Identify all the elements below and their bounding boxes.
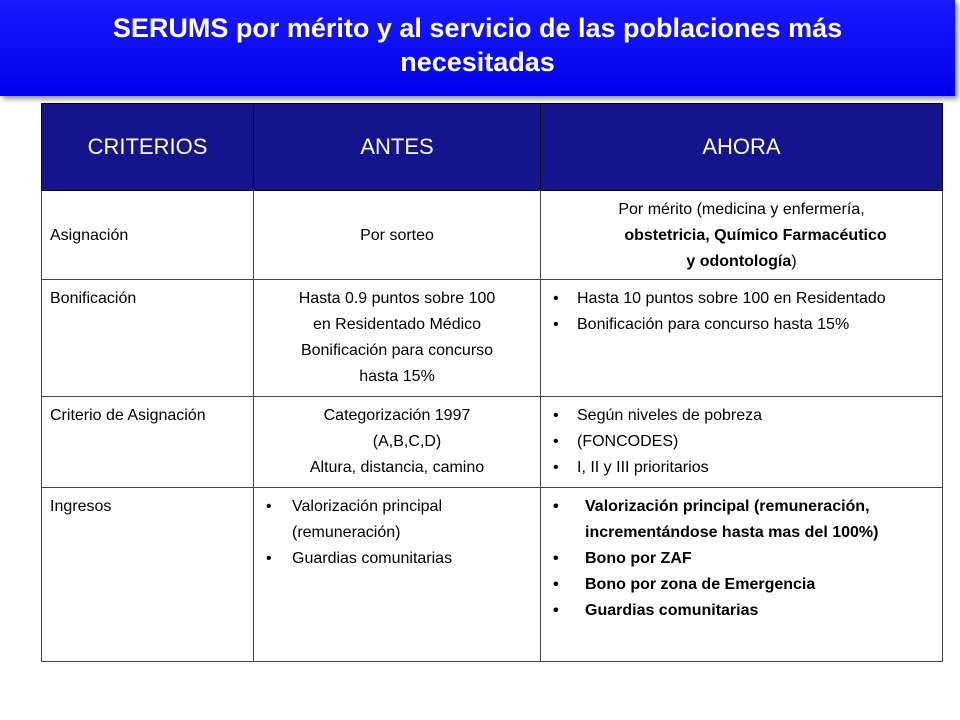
criterio-cell: Asignación [42, 191, 254, 280]
antes-line: Por sorteo [360, 227, 434, 244]
ahora-list [549, 494, 934, 624]
antes-list [262, 494, 532, 572]
antes-cell [254, 488, 541, 662]
list-item: • Bonificación para concurso hasta 15% [549, 312, 934, 338]
antes-cell [254, 397, 541, 488]
list-item: • Según niveles de pobreza [549, 403, 934, 429]
ahora-cell [541, 280, 943, 397]
ahora-normal-text: ) [791, 253, 797, 270]
list-item: • Guardias comunitarias [549, 598, 934, 624]
antes-cell [254, 280, 541, 397]
criterio-cell: Criterio de Asignación [42, 397, 254, 488]
comparison-table [41, 103, 943, 662]
list-item: • Hasta 10 puntos sobre 100 en Residentado [549, 286, 934, 312]
table-row [42, 191, 943, 280]
list-item: • Bono por zona de Emergencia [549, 572, 934, 598]
ahora-line: Por mérito (medicina y enfermería, [618, 201, 865, 218]
antes-line: Altura, distancia, camino [309, 459, 485, 476]
antes-line: Categorización 1997 [323, 407, 471, 424]
ahora-line [549, 223, 934, 249]
criterio-cell: Ingresos [42, 488, 254, 662]
page-title: SERUMS por mérito y al servicio de las poblaciones más necesitadas [112, 13, 843, 77]
ahora-cell [541, 191, 943, 280]
list-item: • Guardias comunitarias [262, 546, 526, 572]
table-row [42, 397, 943, 488]
ahora-cell [541, 488, 943, 662]
header-criterios: CRITERIOS [42, 104, 254, 191]
antes-line: en Residentado Médico [312, 316, 482, 333]
ahora-list [549, 403, 934, 481]
list-item: • Bono por ZAF [549, 546, 934, 572]
ahora-bold-text: y odontología [686, 253, 792, 270]
table-row [42, 280, 943, 397]
header-row [42, 104, 943, 191]
ahora-list [549, 286, 934, 338]
ahora-bold-text: obstetricia, Químico Farmacéutico [624, 227, 887, 244]
ahora-line [549, 249, 934, 275]
antes-line: Hasta 0.9 puntos sobre 100 [298, 290, 496, 307]
antes-cell [254, 191, 541, 280]
criterio-cell: Bonificación [42, 280, 254, 397]
list-item: • Valorización principal (remuneración, incrementándose hasta mas del 100%) [549, 494, 934, 546]
ahora-cell [541, 397, 943, 488]
table-row [42, 488, 943, 662]
header-antes: ANTES [254, 104, 541, 191]
antes-line: Bonificación para concurso [300, 342, 494, 359]
header-ahora: AHORA [541, 104, 943, 191]
list-item: • (FONCODES) [549, 429, 934, 455]
antes-line: hasta 15% [359, 368, 435, 385]
title-banner [0, 0, 955, 96]
antes-line: (A,B,C,D) [372, 433, 442, 450]
list-item: • Valorización principal (remuneración) [262, 494, 526, 546]
list-item: • I, II y III prioritarios [549, 455, 934, 481]
